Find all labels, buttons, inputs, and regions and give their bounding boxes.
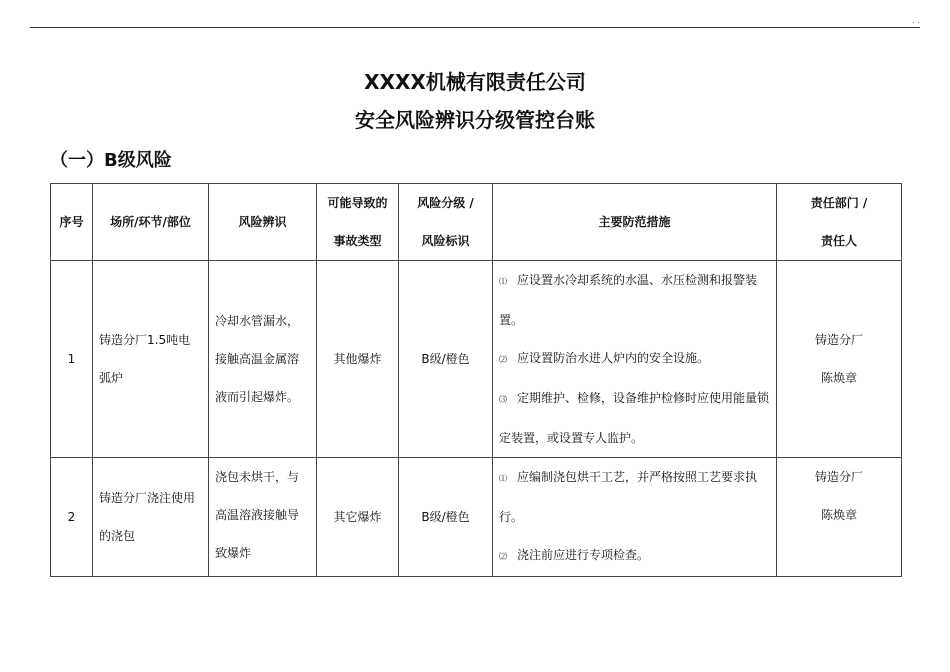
header-level [399,184,493,261]
responsible-person: 陈焕章 [820,371,857,385]
table-row [51,458,902,577]
row-level: B级/橙色 [399,261,493,458]
measure-number: ⑴ [499,277,507,286]
row-responsible [777,261,902,458]
row-measures [493,261,777,458]
measure-item [499,339,770,379]
row-location: 铸造分厂1.5吨电弧炉 [93,261,209,458]
measure-number: ⑵ [499,552,507,561]
measure-number: ⑶ [499,395,507,404]
header-seq: 序号 [51,184,93,261]
document-title-company: XXXX机械有限责任公司 [364,70,586,94]
header-risk: 风险辨识 [209,184,317,261]
measure-item [499,379,770,457]
header-responsible [777,184,902,261]
row-accident: 其它爆炸 [317,458,399,577]
section-heading: （一）B级风险 [50,150,172,171]
header-resp-line1: 责任部门 / [810,196,868,210]
header-accident-line1: 可能导致的 [327,196,388,210]
measure-text: 应设置防治水进人炉内的安全设施。 [517,351,710,365]
measure-text: 应编制浇包烘干工艺，并严格按照工艺要求执行。 [499,470,758,524]
header-accident [317,184,399,261]
row-seq: 1 [51,261,93,458]
header-level-line2: 风险标识 [421,234,470,248]
row-accident: 其他爆炸 [317,261,399,458]
document-title-ledger: 安全风险辨识分级管控台账 [355,108,595,132]
header-rule [30,27,920,28]
row-responsible [777,458,902,577]
measure-text: 应设置水冷却系统的水温、水压检测和报警装置。 [499,273,758,327]
row-risk: 浇包未烘干，与高温溶液接触导致爆炸 [209,458,317,577]
measure-item [499,261,770,339]
measure-number: ⑴ [499,474,507,483]
header-level-line1: 风险分级 / [417,196,474,210]
measure-number: ⑵ [499,355,507,364]
row-location: 铸造分厂浇注使用的浇包 [93,458,209,577]
measure-item [499,536,770,576]
table-row [51,261,902,458]
responsible-dept: 铸造分厂 [814,470,863,484]
row-measures [493,458,777,577]
responsible-dept: 铸造分厂 [814,333,863,347]
header-resp-line2: 责任人 [820,234,857,248]
header-measures: 主要防范措施 [493,184,777,261]
row-level: B级/橙色 [399,458,493,577]
measure-text: 定期维护、检修，设备维护检修时应使用能量锁定装置，或设置专人监护。 [499,391,770,445]
responsible-person: 陈焕章 [820,508,857,522]
table-header-row [51,184,902,261]
header-location: 场所/环节/部位 [93,184,209,261]
risk-ledger-table [50,183,902,577]
row-risk: 冷却水管漏水，接触高温金属溶液而引起爆炸。 [209,261,317,458]
measure-item [499,458,770,536]
row-seq: 2 [51,458,93,577]
measure-text: 浇注前应进行专项检查。 [517,548,650,562]
corner-mark: . . [912,16,920,25]
header-accident-line2: 事故类型 [333,234,382,248]
